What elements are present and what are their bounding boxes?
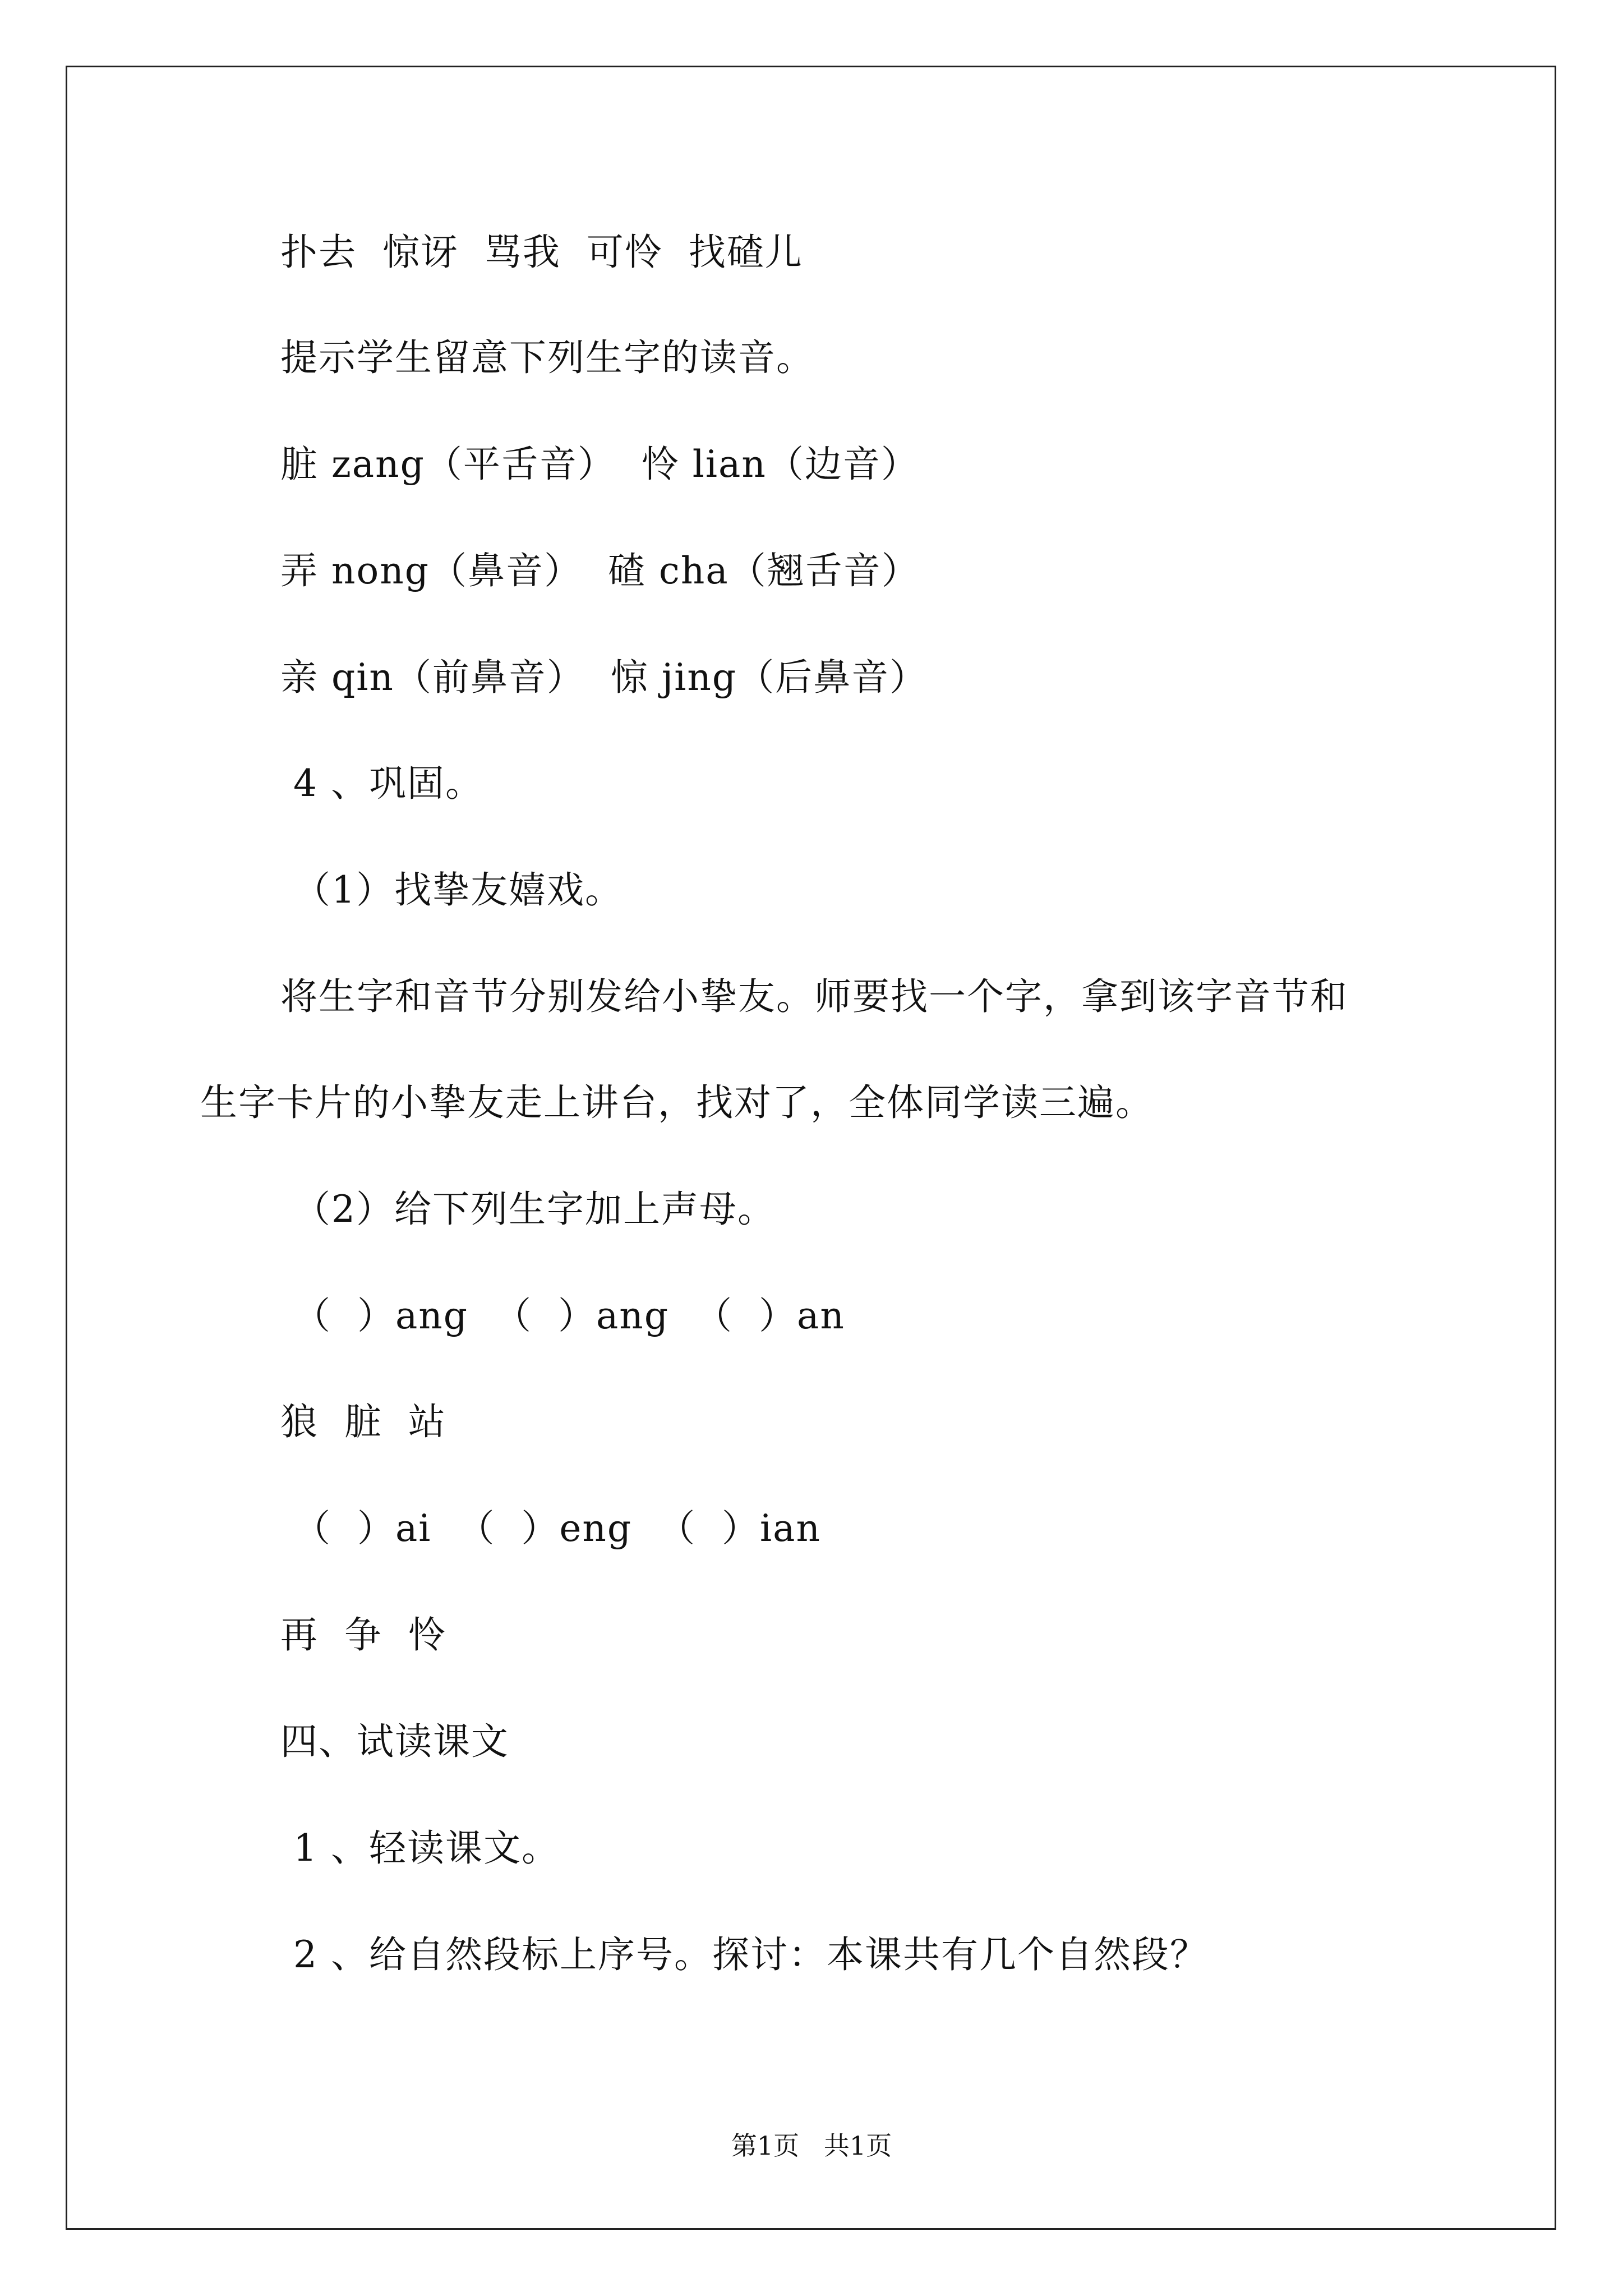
text-line-13: （ ）ai （ ）eng （ ）ian — [280, 1507, 822, 1550]
text-line-14: 再 争 怜 — [280, 1613, 446, 1657]
text-line-12: 狼 脏 站 — [280, 1400, 446, 1443]
text-line-2: 提示学生留意下列生字的读音。 — [280, 336, 814, 379]
page-footer: 第1页 共1页 — [731, 2131, 892, 2161]
text-line-8: 将生字和音节分别发给小挚友。师要找一个字，拿到该字音节和 — [280, 975, 1348, 1018]
text-line-1: 扑去 惊讶 骂我 可怜 找碴儿 — [280, 231, 803, 274]
text-line-16: 1 、轻读课文。 — [280, 1826, 560, 1870]
page-border — [66, 66, 1556, 2230]
text-line-4: 弄 nong（鼻音） 碴 cha（翘舌音） — [280, 549, 920, 592]
text-line-3: 脏 zang（平舌音） 怜 lian（边音） — [280, 443, 919, 486]
text-line-7: （1）找挚友嬉戏。 — [280, 868, 623, 912]
text-line-15: 四、试读课文 — [280, 1720, 509, 1763]
text-line-10: （2）给下列生字加上声母。 — [280, 1188, 776, 1231]
text-line-17: 2 、给自然段标上序号。探讨：本课共有几个自然段？ — [280, 1933, 1208, 1976]
text-line-9: 生字卡片的小挚友走上讲台，找对了，全体同学读三遍。 — [200, 1081, 1154, 1124]
text-line-11: （ ）ang （ ）ang （ ）an — [280, 1294, 845, 1337]
text-line-5: 亲 qin（前鼻音） 惊 jing（后鼻音） — [280, 656, 928, 699]
text-line-6: 4 、巩固。 — [280, 762, 483, 805]
